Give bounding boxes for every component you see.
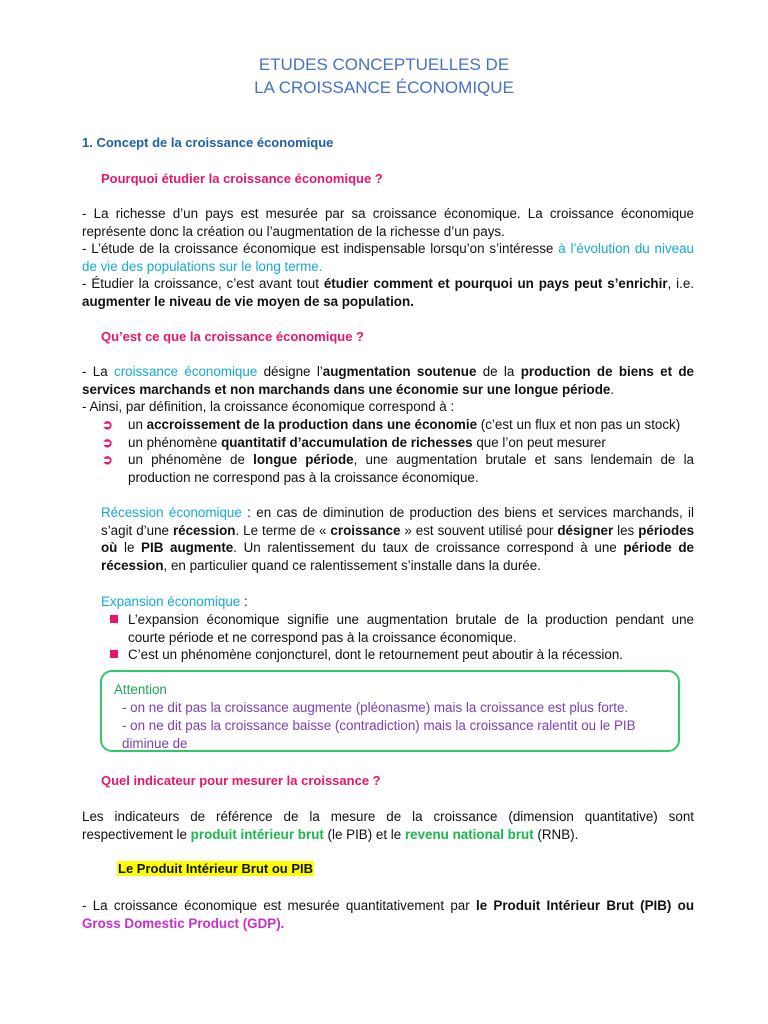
- expansion-label: Expansion économique: [101, 594, 241, 609]
- rec-m: , en particulier quand ce ralentissement s’installe dans la durée.: [163, 557, 541, 573]
- bullet-pre: un phénomène de: [128, 452, 254, 468]
- expansion-item-text: L’expansion économique signifie une augmentation brutale de la production pendant une courte période et ne correspond pas à la croissance économique.: [128, 612, 694, 645]
- ind-c: (le PIB) et le: [323, 826, 405, 842]
- pib-b: le Produit Intérieur Brut (PIB) ou: [475, 898, 694, 913]
- def-f: production de biens et de services marchands et non marchands dans une économie sur une longue période: [82, 364, 695, 397]
- paragraph-intro: [82, 205, 694, 311]
- ind-a: Les indicateurs de référence de la mesure de la croissance (dimension quantitative) sont respectivement le: [82, 809, 694, 842]
- intro-text-3d: augmenter le niveau de vie moyen de sa population.: [82, 293, 414, 309]
- rec-a: : en cas de diminution de production des biens et services marchands, il s’agit d’une: [101, 505, 694, 538]
- rec-b: récession: [172, 522, 236, 538]
- rec-l: période de récession: [101, 540, 694, 573]
- intro-text-3b: étudier comment et pourquoi un pays peut s’enrichir: [323, 276, 668, 292]
- pib-heading-highlight: Le Produit Intérieur Brut ou PIB: [118, 861, 314, 876]
- list-item: [101, 434, 694, 452]
- attention-line-2: - on ne dit pas la croissance baisse (contradiction) mais la croissance ralentit ou le PIB diminue de: [122, 718, 636, 751]
- def-h: - Ainsi, par définition, la croissance économique correspond à :: [82, 399, 455, 415]
- question-heading-indicator: Quel indicateur pour mesurer la croissance ?: [101, 773, 381, 788]
- expansion-heading: [101, 593, 694, 611]
- expansion-item-text: C’est un phénomène conjoncturel, dont le retournement peut aboutir à la récession.: [128, 647, 624, 663]
- intro-text-3a: - Étudier la croissance, c’est avant tout: [82, 276, 324, 292]
- question-heading-why: Pourquoi étudier la croissance économique ?: [101, 171, 383, 186]
- ind-e: (RNB).: [533, 826, 579, 842]
- title-line-1: ETUDES CONCEPTUELLES DE: [258, 55, 510, 74]
- bullet-pre: un: [128, 417, 147, 432]
- rec-h: périodes où: [101, 522, 695, 556]
- def-d: augmentation soutenue: [322, 364, 477, 379]
- ind-pib: produit intérieur brut: [190, 826, 324, 842]
- bullet-bold: quantitatif d’accumulation de richesses: [221, 434, 473, 450]
- expansion-list: [101, 611, 694, 664]
- pib-gdp: Gross Domestic Product (GDP).: [82, 915, 285, 931]
- bullet-bold: accroissement de la production dans une économie: [146, 417, 478, 432]
- intro-text-1: - La richesse d’un pays est mesurée par sa croissance économique. La croissance économique représente donc la création ou l’augmentation de la richesse d’un pays.: [82, 206, 694, 239]
- title-line-2: LA CROISSANCE ÉCONOMIQUE: [254, 78, 514, 97]
- list-item: [101, 451, 694, 486]
- rec-i: le: [117, 540, 142, 556]
- expansion-colon: :: [240, 594, 248, 609]
- attention-line-1: - on ne dit pas la croissance augmente (pléonasme) mais la croissance est plus forte.: [122, 700, 629, 715]
- def-term: croissance économique: [114, 364, 258, 379]
- rec-g: les: [613, 522, 639, 538]
- square-bullet-icon: [110, 650, 118, 658]
- attention-label: Attention: [114, 682, 167, 697]
- recession-label: Récession économique: [101, 505, 242, 520]
- bullet-post: que l’on peut mesurer: [472, 434, 606, 450]
- paragraph-definition: [82, 363, 694, 416]
- document-title: [0, 53, 768, 99]
- bullet-post: , une augmentation brutale et sans lendemain de la production ne correspond pas à la croissance économique.: [128, 452, 694, 485]
- rec-d: croissance: [330, 522, 401, 538]
- definition-list: [101, 416, 694, 486]
- paragraph-recession: [101, 504, 694, 574]
- list-item: [101, 646, 694, 664]
- rec-f: désigner: [557, 522, 614, 538]
- attention-box: [100, 670, 680, 752]
- bullet-bold: longue période: [253, 452, 354, 468]
- def-c: désigne l’: [257, 364, 323, 379]
- section-heading: 1. Concept de la croissance économique: [82, 135, 334, 150]
- list-item: [101, 611, 694, 646]
- bullet-pre: un phénomène: [128, 434, 222, 450]
- paragraph-pib: [82, 897, 694, 932]
- intro-text-2: - L’étude de la croissance économique est indispensable lorsqu’on s’intéresse: [82, 241, 559, 257]
- rec-k: . Un ralentissement du taux de croissance correspond à une: [233, 540, 624, 556]
- arrow-bullet-icon: ➲: [102, 452, 113, 468]
- rec-c: . Le terme de «: [235, 522, 331, 538]
- def-g: .: [610, 381, 615, 397]
- ind-rnb: revenu national brut: [404, 826, 534, 842]
- intro-text-2-link: à l’évolution du niveau de vie des populations sur le long terme.: [82, 241, 695, 274]
- question-heading-what: Qu’est ce que la croissance économique ?: [101, 329, 364, 344]
- list-item: [101, 416, 694, 434]
- arrow-bullet-icon: ➲: [102, 434, 113, 450]
- pib-a: - La croissance économique est mesurée quantitativement par: [82, 898, 476, 913]
- def-e: de la: [476, 364, 521, 379]
- square-bullet-icon: [110, 615, 118, 623]
- rec-j: PIB augmente: [141, 540, 234, 556]
- arrow-bullet-icon: ➲: [102, 417, 113, 432]
- bullet-post: (c’est un flux et non pas un stock): [477, 417, 681, 432]
- paragraph-indicators: [82, 808, 694, 843]
- def-a: - La: [82, 364, 114, 379]
- intro-text-3c: , i.e.: [667, 276, 694, 292]
- rec-e: » est souvent utilisé pour: [400, 522, 558, 538]
